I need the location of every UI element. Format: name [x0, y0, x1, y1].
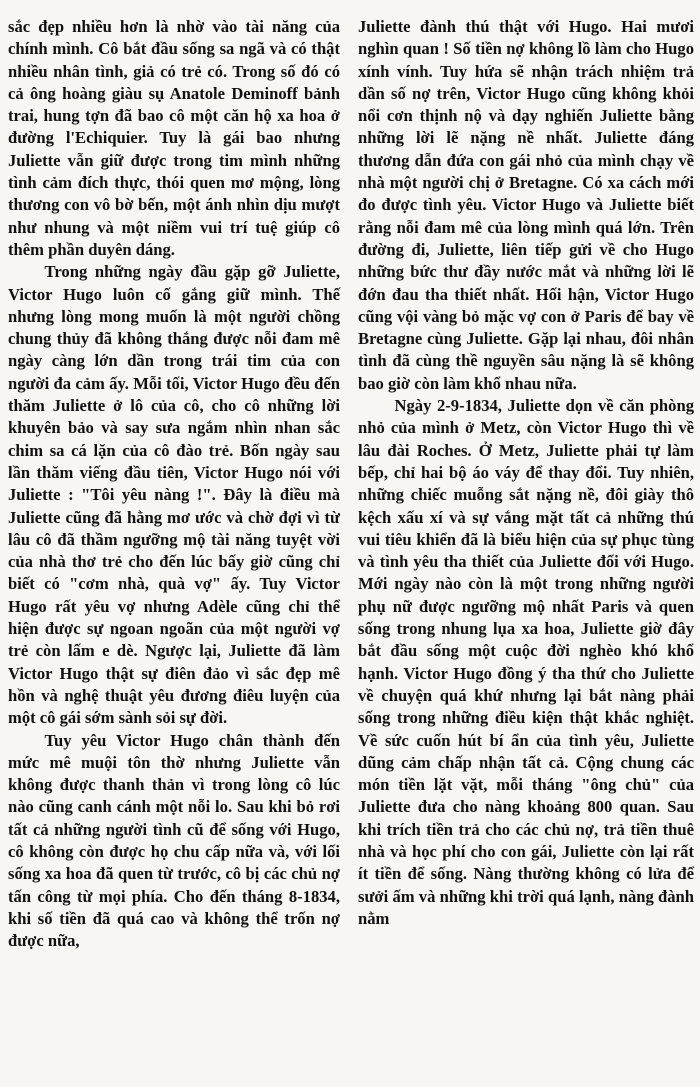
paragraph: Ngày 2-9-1834, Juliette dọn về căn phòng nhỏ của mình ở Metz, còn Victor Hugo thì về lâu đài Roches. Ở Metz, Juliette phải tự làm bếp, chỉ hai bộ áo váy để thay đổi. Tuy nhiên, những chiếc muỗng sắt nặng nề, đôi giày thô kệch xấu xí và sự vắng mặt tất cả những thú vui tiêu khiển đã là biểu hiện của sự phục tùng và tình yêu tha thiết của Juliette đối với Hugo. Mới ngày nào còn là một trong những người phụ nữ được ngưỡng mộ nhất Paris và quen sống trong nhung lụa xa hoa, Juliette giờ đây bắt đầu sống một cuộc đời nghèo khó khổ hạnh. Victor Hugo đồng ý tha thứ cho Juliette về chuyện quá khứ nhưng lại bắt nàng phải sống trong những điều kiện thật khắc nghiệt. Về sức cuốn hút bí ẩn của tình yêu, Juliette dũng cảm chấp nhận tất cả. Cộng chung các món tiền lặt vặt, mỗi tháng "ông chủ" của Juliette đưa cho nàng khoảng 800 quan. Sau khi trích tiền trả cho các chủ nợ, trả tiền thuê nhà và học phí cho con gái, Juliette còn lại rất ít tiền để sống. Nàng thường không có lửa để sưởi ấm và những khi trời quá lạnh, nàng đành nằm: [358, 396, 694, 928]
paragraph: Juliette đành thú thật với Hugo. Hai mươi nghìn quan ! Số tiền nợ không lồ làm cho Hugo xính vính. Tuy hứa sẽ nhận trách nhiệm trả dần số nợ trên, Victor Hugo cũng không khỏi nổi cơn thịnh nộ và dạy nghiến Juliette bằng những lời lẽ nặng nề nhất. Juliette đáng thương dẫn đứa con gái nhỏ của mình chạy về nhà một người chị ở Bretagne. Có xa cách mới đo được tình yêu. Victor Hugo và Juliette biết rằng nỗi đam mê của lòng mình quá lớn. Trên đường đi, Juliette, liên tiếp gửi về cho Hugo những bức thư đầy nước mắt và những lời lẽ đớn đau tha thiết nhất. Hối hận, Victor Hugo cũng vội vàng bỏ mặc vợ con ở Paris để bay về Bretagne cùng Juliette. Gặp lại nhau, đôi nhân tình đã cùng thề nguyền sâu nặng là sẽ không bao giờ còn làm khổ nhau nữa.: [358, 17, 694, 393]
left-column: [8, 16, 340, 952]
paragraph: Trong những ngày đầu gặp gỡ Juliette, Victor Hugo luôn cố gắng giữ mình. Thế nhưng lòng mong muốn là một người chồng chung thủy đã không thắng được nỗi đam mê ngày càng lớn dần trong trái tim của con người đa cảm ấy. Mỗi tối, Victor Hugo đều đến thăm Juliette ở lô của cô, cho cô những lời khuyên bảo và say sưa ngắm nhìn nhan sắc chim sa cá lặn của cô đào trẻ. Bốn ngày sau lần thăm viếng đầu tiên, Victor Hugo nói với Juliette : "Tôi yêu nàng !". Đây là điều mà Juliette cũng đã hằng mơ ước và chờ đợi vì từ lâu cô đã thầm ngưỡng mộ tài năng tuyệt vời của nhà thơ trẻ cho đến lúc bấy giờ cũng chỉ biết có "cơm nhà, quà vợ" ấy. Tuy Victor Hugo rất yêu vợ nhưng Adèle cũng chỉ thể hiện được sự ngoan ngoãn của một người vợ trẻ còn lấm e dè. Ngược lại, Juliette đã làm Victor Hugo thật sự điên đảo vì sắc đẹp mê hồn và nghệ thuật yêu đương điêu luyện của một cô gái sớm sành sỏi sự đời.: [8, 262, 340, 728]
paragraph: Tuy yêu Victor Hugo chân thành đến mức mê muội tôn thờ nhưng Juliette vẫn không được thanh thản vì trong lòng cô lúc nào cũng canh cánh một nỗi lo. Sau khi bỏ rơi tất cả những người tình cũ để sống với Hugo, cô không còn được họ chu cấp nữa và, với lối sống xa hoa đã quen từ trước, cô bị các chủ nợ tấn công từ mọi phía. Cho đến tháng 8-1834, khi số tiền đã quá cao và không thể trốn nợ được nữa,: [8, 730, 340, 951]
right-column: [358, 16, 694, 930]
paragraph: sắc đẹp nhiều hơn là nhờ vào tài năng của chính mình. Cô bắt đầu sống sa ngã và có thật nhiều nhân tình, giả có trẻ có. Trong số đó có cả ông hoàng giàu sụ Anatole Deminoff bảnh trai, hung tợn đã bao cô một căn hộ xa hoa ở đường l'Echiquier. Tuy là gái bao nhưng Juliette vẫn giữ được trong tim mình những tình cảm đích thực, thói quen mơ mộng, lòng thương con vô bờ bến, một ánh nhìn dịu mượt như nhung và một niềm vui trí tuệ giúp cô thêm phần duyên dáng.: [8, 17, 340, 259]
